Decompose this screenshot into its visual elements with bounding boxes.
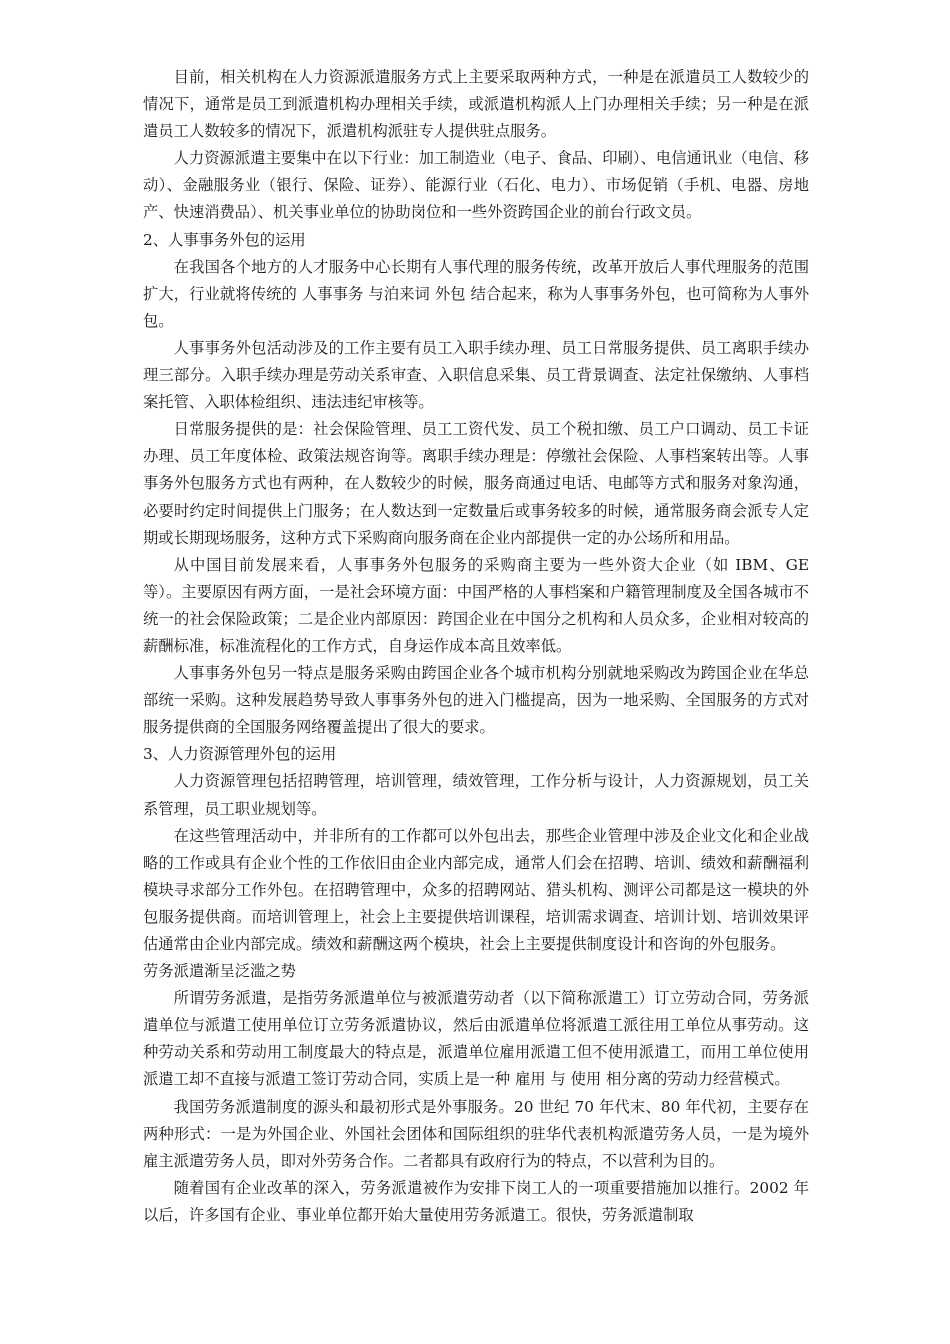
paragraph-labor-dispatch-definition: 所谓劳务派遣，是指劳务派遣单位与被派遣劳动者（以下简称派遣工）订立劳动合同，劳务派遣单位与派遣工使用单位订立劳务派遣协议，然后由派遣单位将派遣工派往用工单位从事劳动。这种劳动关系和劳动用工制度最大的特点是，派遣单位雇用派遣工但不使用派遣工，而用工单位使用派遣工却不直接与派遣工签订劳动合同，实质上是一种 雇用 与 使用 相分离的劳动力经营模式。 <box>143 989 809 1089</box>
paragraph-dispatch-industries: 人力资源派遣主要集中在以下行业：加工制造业（电子、食品、印刷）、电信通讯业（电信、移动）、金融服务业（银行、保险、证券）、能源行业（石化、电力）、市场促销（手机、电器、房地产、快速消费品）、机关事业单位的协助岗位和一些外资跨国企业的前台行政文员。 <box>143 149 809 222</box>
paragraph-dispatch-methods: 目前，相关机构在人力资源派遣服务方式上主要采取两种方式，一种是在派遣员工人数较少的情况下，通常是员工到派遣机构办理相关手续，或派遣机构派人上门办理相关手续；另一种是在派遣员工人数较多的情况下，派遣机构派驻专人提供驻点服务。 <box>143 68 809 141</box>
paragraph-hr-affairs-scope: 人事事务外包活动涉及的工作主要有员工入职手续办理、员工日常服务提供、员工离职手续办理三部分。入职手续办理是劳动关系审查、入职信息采集、员工背景调查、法定社保缴纳、人事档案托管、入职体检组织、违法违纪审核等。 <box>143 338 809 412</box>
paragraph-buyers: 从中国目前发展来看，人事事务外包服务的采购商主要为一些外资大企业（如 IBM、GE 等）。主要原因有两方面，一是社会环境方面：中国严格的人事档案和户籍管理制度及全国各城市不统一的社会保险政策；二是企业内部原因：跨国企业在中国分之机构和人员众多，企业相对较高的薪酬标准，标准流程化的工作方式，自身运作成本高且效率低。 <box>143 555 809 655</box>
paragraph-hr-management-scope: 人力资源管理包括招聘管理，培训管理，绩效管理，工作分析与设计，人力资源规划，员工关系管理，员工职业规划等。 <box>143 772 809 818</box>
section-heading-hr-affairs-outsourcing: 2、人事事务外包的运用 <box>143 230 306 249</box>
document-body <box>143 64 809 1229</box>
paragraph-outsourcing-modules: 在这些管理活动中，并非所有的工作都可以外包出去，那些企业管理中涉及企业文化和企业战略的工作或具有企业个性的工作依旧由企业内部完成，通常人们会在招聘、培训、绩效和薪酬福利模块寻求部分工作外包。在招聘管理中，众多的招聘网站、猎头机构、测评公司都是这一模块的外包服务提供商。而培训管理上，社会上主要提供培训课程，培训需求调查、培训计划、培训效果评估通常由企业内部完成。绩效和薪酬这两个模块，社会上主要提供制度设计和咨询的外包服务。 <box>143 826 809 953</box>
paragraph-hr-affairs-definition: 在我国各个地方的人才服务中心长期有人事代理的服务传统，改革开放后人事代理服务的范围扩大，行业就将传统的 人事事务 与泊来词 外包 结合起来，称为人事事务外包，也可简称为人事外包。 <box>143 257 809 330</box>
paragraph-centralized-procurement: 人事事务外包另一特点是服务采购由跨国企业各个城市机构分别就地采购改为跨国企业在华总部统一采购。这种发展趋势导致人事事务外包的进入门槛提高，因为一地采购、全国服务的方式对服务提供商的全国服务网络覆盖提出了很大的要求。 <box>143 664 809 737</box>
paragraph-soe-reform: 随着国有企业改革的深入，劳务派遣被作为安排下岗工人的一项重要措施加以推行。2002 年以后，许多国有企业、事业单位都开始大量使用劳务派遣工。很快，劳务派遣制取 <box>143 1178 809 1224</box>
paragraph-labor-dispatch-origin: 我国劳务派遣制度的源头和最初形式是外事服务。20 世纪 70 年代末、80 年代初，主要存在两种形式：一是为外国企业、外国社会团体和国际组织的驻华代表机构派遣劳务人员，一是为境外雇主派遣劳务人员，即对外劳务合作。二者都具有政府行为的特点，不以营利为目的。 <box>143 1097 809 1170</box>
paragraph-daily-services: 日常服务提供的是：社会保险管理、员工工资代发、员工个税扣缴、员工户口调动、员工卡证办理、员工年度体检、政策法规咨询等。离职手续办理是：停缴社会保险、人事档案转出等。人事事务外包服务方式也有两种，在人数较少的时候，服务商通过电话、电邮等方式和服务对象沟通，必要时约定时间提供上门服务；在人数达到一定数量后或事务较多的时候，通常服务商会派专人定期或长期现场服务，这种方式下采购商向服务商在企业内部提供一定的办公场所和用品。 <box>143 420 809 547</box>
section-heading-hr-management-outsourcing: 3、人力资源管理外包的运用 <box>143 745 337 764</box>
section-heading-labor-dispatch: 劳务派遣渐呈泛滥之势 <box>143 962 296 981</box>
